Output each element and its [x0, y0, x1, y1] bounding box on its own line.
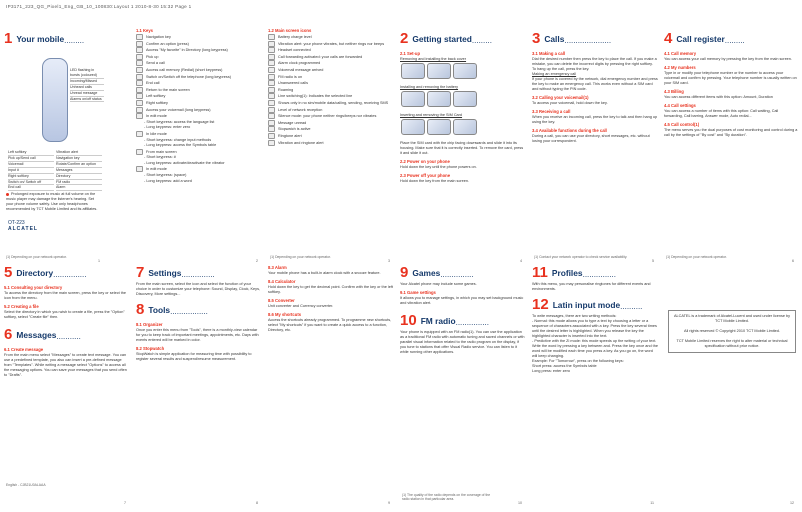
- body-text: Your Alcatel phone may include some games.: [400, 282, 477, 286]
- chapter-title: Profiles: [551, 267, 583, 278]
- title-dots: ...............: [53, 270, 87, 279]
- body-text: The menu serves you the dual purposes of cost monitoring and control during a call by the settings of "By cost" and "By duration".: [664, 128, 798, 137]
- chapter-title: Call register: [676, 33, 725, 44]
- body-text: To access your voicemail, hold down the key.: [532, 101, 608, 105]
- sub-heading: Making an emergency call: [532, 72, 577, 76]
- key-icon: [136, 41, 143, 47]
- model-name: OT-223: [8, 220, 25, 226]
- page-number: 5: [652, 259, 654, 263]
- chapter-title: Getting started: [412, 33, 472, 44]
- list-item: [268, 47, 394, 53]
- page-6: [664, 20, 798, 265]
- chapter-title: Latin input mode: [552, 299, 621, 310]
- list-item: [136, 161, 262, 166]
- list-item-text: Switch on/Switch off the telephone (long keypress): [146, 74, 231, 79]
- body-text: To write messages, there are two writing methods: - Normal: this mode allows you to type a text by choosing a letter or a sequence of characters associated with a key. Press the key several times until the desired letter is highlighted. When you release the key the highlighted character is inserted into the text. - Predictive with the Zi mode: this mode speeds up the writing of your text. Write the word by pressing a key between and. Press the key once and the word will be modified each time you press a key. As you go on, the word will keep changing. Example: For "Tomorrow", press on the following keys: Short press: access the Symbols table Long press: enter zero: [532, 314, 658, 373]
- section-title: 3.3 Receiving a call: [532, 109, 571, 114]
- list-item: [268, 107, 394, 113]
- title-dots: ...............: [440, 270, 474, 279]
- list-item-text: - Short keypress: (space): [144, 173, 187, 178]
- page-number: 1: [98, 259, 100, 263]
- list-item: [136, 131, 262, 137]
- chapter-number: 6: [4, 326, 13, 344]
- key-icon: [268, 34, 275, 40]
- led-callouts: [70, 68, 104, 102]
- list-item-text: - Long keypress: access the Symbols table: [144, 143, 217, 148]
- callout: Alarms on/off status: [70, 97, 104, 103]
- body-text: It allows you to manage settings, in which you may set background music and vibration alert.: [400, 296, 524, 305]
- list-item-text: In Idle mode: [146, 131, 167, 136]
- section-title: 4.1 Call memory: [664, 51, 697, 56]
- key-label: Vibration alert: [56, 150, 102, 156]
- list-item-text: - Long keypress: activate/deactivate the vibrator: [144, 160, 225, 165]
- list-item: [268, 133, 394, 139]
- title-dots: .........: [724, 36, 745, 45]
- key-icon: [136, 100, 143, 106]
- print-header: IP3171_223_QG_Pixel1_Eng_GB_10_100830:Layout 1 2010-8-30 15:32 Page 1: [6, 4, 192, 9]
- footnote: (1) Contact your network operator to check service availability.: [534, 255, 628, 259]
- key-icon: [268, 107, 275, 113]
- callout: Incoming/Missed: [70, 79, 104, 85]
- key-icon: [268, 93, 275, 99]
- title-dots: ...............: [455, 318, 489, 327]
- page-7: [4, 262, 130, 507]
- page-number: 12: [790, 501, 794, 505]
- list-item: [136, 125, 262, 130]
- section-title: 4.2 My numbers: [664, 65, 696, 70]
- illustration: [427, 63, 451, 79]
- footnote: (1) Depending on your network operator.: [666, 255, 727, 259]
- list-item-text: - Short keypress: access the language list: [144, 119, 215, 124]
- title-dots: .........: [64, 36, 85, 45]
- chapter-number: 1: [4, 30, 13, 48]
- page-5: [532, 20, 658, 265]
- list-item-text: From main screen: [146, 149, 177, 154]
- key-icon: [268, 47, 275, 53]
- body-text: Select the directory in which you wish to create a file, press the "Option" softkey, select "Create file" then.: [4, 310, 125, 319]
- illustration: [401, 119, 425, 135]
- body-text: Hold down the key to get the decimal point. Confirm with the key or the left softkey.: [268, 285, 393, 294]
- key-icon: [268, 87, 275, 93]
- list-item-text: Call forwarding activated: your calls are forwarded: [278, 54, 363, 59]
- list-item: [136, 155, 262, 160]
- list-item-text: Access "My favorite" in Directory (long keypress): [146, 48, 228, 53]
- page-2: [136, 20, 262, 265]
- sub-heading: Removing and installing the back cover: [400, 57, 467, 61]
- list-item-text: Pick up: [146, 54, 159, 59]
- list-item: [268, 67, 394, 73]
- list-item: [136, 74, 262, 80]
- list-item-text: Send a call: [146, 61, 165, 66]
- list-item-text: Vibration alert: your phone vibrates, but neither rings nor beeps: [278, 41, 385, 46]
- body-text: Hold down the key until the phone powers on.: [400, 165, 477, 169]
- sim-images: [400, 118, 526, 141]
- chapter-number: 3: [532, 30, 541, 48]
- body-text: Dial the desired number then press the key to place the call. If you make a mistake, you can delete the incorrect digits by pressing the right softkey.: [532, 57, 657, 66]
- body-text: Your mobile phone has a built-in alarm clock with a snooze feature.: [268, 271, 381, 275]
- list-item-text: Stopwatch is active: [278, 127, 311, 132]
- section-title: 8.6 My shortcuts: [268, 312, 302, 317]
- body-text: Unit converter and Currency converter.: [268, 304, 334, 308]
- page-11: [532, 262, 658, 507]
- list-item: [136, 67, 262, 73]
- sub-heading: Installing and removing the battery: [400, 85, 459, 89]
- key-icon: [136, 80, 143, 86]
- page-number: 7: [124, 501, 126, 505]
- illustration: [401, 63, 425, 79]
- body-text: From the main screen, select the icon and select the function of your choice in order to customize your telephone: Sound, Display, Clock, Keys, Discovery, More settings...: [136, 282, 261, 296]
- list-item: [136, 60, 262, 66]
- list-item: [268, 93, 394, 99]
- page-number: 2: [256, 259, 258, 263]
- key-icon: [268, 100, 275, 106]
- section-title: 8.3 Alarm: [268, 265, 287, 270]
- key-icon: [268, 54, 275, 60]
- callout: LED flashing in bursts (coloured): [70, 68, 104, 79]
- body-text: To access the directory from the main screen, press the key or select the icon from the menu.: [4, 291, 126, 300]
- body-text: From the main menu select "Messages" to create text message. You can use a predefined template, you also can insert a pre-defined message from "Templates". While writing a message select "Options" to access all the messaging options. You can save your messages that you send often to "Drafts".: [4, 353, 127, 377]
- key-label: Alarm: [56, 185, 102, 191]
- list-item: [136, 47, 262, 53]
- body-text: Place the SIM card with the chip facing downwards and slide it into its housing. Make sure that it is correctly inserted. To remove the card, press it and slide it out.: [400, 141, 524, 155]
- page-4: [400, 20, 526, 265]
- key-icon: [136, 54, 143, 60]
- body-text: Type in or modify your telephone number or the number to access your voicemail and confirm by pressing. Your telephone number is usually written on your SIM card.: [664, 71, 797, 85]
- chapter-number: 12: [532, 296, 549, 314]
- list-item: [136, 166, 262, 172]
- body-text: Access the shortcuts already programmed. To programme new shortcuts, select "My shortcuts" if you want to create a quick access to a function, Directory, etc.: [268, 318, 392, 332]
- key-label: Left softkey: [8, 150, 54, 156]
- section-title: 2.3 Power off your phone: [400, 173, 451, 178]
- list-item-text: Access call memory (Redial) (short keypress): [146, 67, 223, 72]
- key-icon: [268, 60, 275, 66]
- callout: Unread message: [70, 91, 104, 97]
- list-item: [136, 100, 262, 106]
- key-icon: [268, 41, 275, 47]
- section-title: 2.1 Set-up: [400, 51, 421, 56]
- key-icon: [268, 67, 275, 73]
- title-dots: ...............: [582, 270, 616, 279]
- key-label: FM radio: [56, 180, 102, 186]
- chapter-title: Messages: [16, 329, 57, 340]
- chapter-number: 2: [400, 30, 409, 48]
- list-item: [268, 41, 394, 47]
- body-text: You can access different items with this option: Amount, Duration: [664, 95, 773, 99]
- section-title: 3.1 Making a call: [532, 51, 566, 56]
- body-text: Your phone is equipped with an FM radio(1). You can use the application as a traditional FM radio with automatic tuning and saved channels or with parallel visual information related to the radio program on the display, if you tune to stations that offer Visual Radio service. You can listen to it while running other applications.: [400, 330, 525, 354]
- key-icon: [136, 74, 143, 80]
- section-title: 5.1 Consulting your directory: [4, 285, 63, 290]
- page-10: [400, 262, 526, 507]
- page-1: [4, 20, 104, 265]
- list-item-text: Alarm clock programmed: [278, 61, 321, 66]
- list-item: [136, 149, 262, 155]
- copyright-box: ALCATEL is a trademark of Alcatel-Lucent and used under license by TCT Mobile Limited. All rights reserved © Copyright 2010 TCT Mobile Limited. TCT Mobile Limited reserves the right to alter material or technical specification without prior notice.: [668, 310, 796, 353]
- title-dots: ..........: [620, 302, 643, 311]
- icons-list: [268, 34, 394, 146]
- warning-text: Prolonged exposure to music at full volume on the music player may damage the listener's hearing. Set your phone volume safely. Use only headphones recommended by TCT Mobile Limited and its affiliates.: [6, 192, 98, 211]
- chapter-title: Tools: [148, 304, 171, 315]
- brand-logo: ALCATEL: [8, 226, 38, 232]
- chapter-number: 7: [136, 264, 145, 282]
- chapter-number: 8: [136, 301, 145, 319]
- chapter-number: 9: [400, 264, 409, 282]
- list-item: [136, 34, 262, 40]
- section-title: 1.2 Main screen icons: [268, 28, 312, 33]
- list-item: [268, 80, 394, 86]
- body-text: When you receive an incoming call, press the key to talk and then hang up using the key.: [532, 115, 658, 124]
- list-item-text: Ringtone alert: [278, 133, 302, 138]
- list-item: [136, 173, 262, 178]
- list-item-text: Unanswered calls: [278, 81, 308, 86]
- list-item-text: FM radio is on: [278, 74, 303, 79]
- title-dots: ...........: [56, 332, 81, 341]
- list-item-text: Access your voicemail (long keypress): [146, 107, 211, 112]
- list-item: [268, 113, 394, 119]
- key-icon: [136, 113, 143, 119]
- section-title: 8.2 Stopwatch: [136, 346, 165, 351]
- list-item: [136, 80, 262, 86]
- body-text: With this menu, you may personalise ringtones for different events and environments.: [532, 282, 651, 291]
- list-item: [136, 107, 262, 113]
- list-item-text: Left softkey: [146, 94, 166, 99]
- illustration: [453, 63, 477, 79]
- page-3: [268, 20, 394, 265]
- list-item: [136, 54, 262, 60]
- key-icon: [268, 80, 275, 86]
- list-item: [268, 34, 394, 40]
- key-label: Rotate/Confirm an option: [56, 162, 102, 168]
- page-number: 3: [388, 259, 390, 263]
- list-item: [268, 126, 394, 132]
- list-item-text: Confirm an option (press): [146, 41, 189, 46]
- chapter-number: 10: [400, 312, 417, 330]
- key-icon: [136, 166, 143, 172]
- keys-list: [136, 34, 262, 184]
- callout: Unheard calls: [70, 85, 104, 91]
- list-item-text: Battery charge level: [278, 35, 312, 39]
- section-title: 1.1 Keys: [136, 28, 153, 33]
- key-label: Input #: [8, 168, 54, 174]
- list-item-text: - Short keypress: change input methods: [144, 137, 212, 142]
- key-label: Directory: [56, 174, 102, 180]
- list-item-text: In edit mode: [146, 114, 167, 119]
- key-icon: [268, 140, 275, 146]
- chapter-number: 11: [532, 264, 548, 282]
- list-item-text: Headset connected: [278, 48, 311, 53]
- list-item-text: - Long keypress: add a word: [144, 178, 192, 183]
- key-icon: [136, 47, 143, 53]
- illustration: [453, 119, 477, 135]
- list-item-text: Roaming: [278, 87, 294, 92]
- list-item: [136, 138, 262, 143]
- list-item-text: - Long keypress: enter zero: [144, 125, 191, 130]
- body-text: During a call, you can use your directory, short messages, etc. without losing your correspondent.: [532, 134, 650, 143]
- list-item: [268, 140, 394, 146]
- section-title: 8.4 Calculator: [268, 279, 296, 284]
- footnote: (1) Depending on your network operator.: [270, 255, 331, 259]
- list-item: [268, 74, 394, 80]
- list-item: [136, 120, 262, 125]
- key-label: Voicemail: [8, 162, 54, 168]
- list-item-text: Voicemail message arrived: [278, 67, 324, 72]
- list-item-text: Line switching(1): Indicates the selected line: [278, 94, 353, 99]
- key-icon: [268, 74, 275, 80]
- page-number: 4: [520, 259, 522, 263]
- hearing-warning: [6, 192, 102, 212]
- title-dots: ...............: [181, 270, 215, 279]
- section-title: 6.1 Create message: [4, 347, 44, 352]
- phone-illustration: [42, 58, 68, 142]
- title-dots: .....................: [564, 36, 612, 45]
- section-title: 2.2 Power on your phone: [400, 159, 450, 164]
- list-item-text: Silence mode: your phone neither rings/beeps nor vibrates: [278, 114, 377, 119]
- key-label: Messages: [56, 168, 102, 174]
- key-icon: [136, 93, 143, 99]
- page-8: [136, 262, 262, 507]
- page-number: 8: [256, 501, 258, 505]
- list-item-text: End call: [146, 81, 160, 86]
- battery-images: [400, 90, 526, 113]
- chapter-title: Games: [412, 267, 441, 278]
- list-item: [268, 60, 394, 66]
- cover-images: [400, 62, 526, 85]
- section-title: 4.4 Call settings: [664, 103, 696, 108]
- key-label: End call: [8, 185, 54, 191]
- chapter-title: Calls: [544, 33, 565, 44]
- list-item-text: Shows only in no sim/mobile data/calling, sending, receiving SMS: [278, 100, 389, 105]
- page-9: [268, 262, 394, 507]
- sub-heading: Inserting and removing the SIM Card: [400, 113, 463, 117]
- section-title: 9.1 Game settings: [400, 290, 436, 295]
- chapter-number: 5: [4, 264, 13, 282]
- title-dots: .................: [170, 307, 208, 316]
- key-label: Navigation key: [56, 156, 102, 162]
- list-item: [136, 87, 262, 93]
- list-item: [268, 100, 394, 106]
- list-item-text: - Short keypress: #: [144, 155, 176, 160]
- key-label: Switch on/ Switch off: [8, 180, 54, 186]
- section-title: 3.2 Calling your voicemail(1): [532, 95, 589, 100]
- key-icon: [136, 107, 143, 113]
- key-icon: [268, 113, 275, 119]
- chapter-title: FM radio: [420, 315, 456, 326]
- list-item-text: Navigation key: [146, 35, 171, 39]
- key-labels-left: [8, 150, 54, 191]
- key-icon: [136, 67, 143, 73]
- key-label: Pick up/Send call: [8, 156, 54, 162]
- list-item-text: Vibration and ringtone alert: [278, 140, 324, 145]
- list-item: [136, 143, 262, 148]
- key-icon: [268, 126, 275, 132]
- body-text: You can access your call memory by pressing the key from the main screen.: [664, 57, 792, 61]
- list-item: [136, 179, 262, 184]
- warning-icon: [6, 193, 9, 196]
- language-code: English - CJB21U0ALAAA: [6, 483, 46, 487]
- section-title: 4.3 Billing: [664, 89, 684, 94]
- list-item-text: In edit mode: [146, 167, 167, 172]
- body-text: Hold down the key from the main screen.: [400, 179, 470, 183]
- illustration: [427, 119, 451, 135]
- list-item-text: Return to the main screen: [146, 87, 190, 92]
- body-text: You can access a number of items with this option: Call waiting, Call forwarding, Call barring, Answer mode, Auto redial...: [664, 109, 779, 118]
- key-icon: [136, 60, 143, 66]
- list-item: [136, 41, 262, 47]
- title-dots: .........: [471, 36, 492, 45]
- chapter-title: Settings: [148, 267, 182, 278]
- list-item: [268, 120, 394, 126]
- footnote: (1) The quality of the radio depends on the coverage of the radio station in that particular area.: [402, 493, 491, 501]
- body-text: If your phone is covered by the network, dial emergency number and press the key to make an emergency call. This works even without a SIM card and without typing the PIN code.: [532, 77, 658, 91]
- list-item: [136, 113, 262, 119]
- footnote: (1) Depending on your network operator.: [6, 255, 67, 259]
- list-item-text: Message unread: [278, 120, 307, 125]
- section-title: 4.5 Call control(1): [664, 122, 700, 127]
- list-item-text: Level of network reception: [278, 107, 323, 112]
- key-icon: [136, 149, 143, 155]
- page-number: 11: [650, 501, 654, 505]
- list-item: [268, 54, 394, 60]
- key-labels-right: [56, 150, 102, 191]
- page-number: 10: [518, 501, 522, 505]
- body-text: StopWatch is simple application for measuring time with possibility to register several results and suspend/resume measurement.: [136, 352, 252, 361]
- section-title: 8.5 Converter: [268, 298, 295, 303]
- list-item: [136, 93, 262, 99]
- key-label: Right softkey: [8, 174, 54, 180]
- key-icon: [268, 120, 275, 126]
- section-title: 3.4 Available functions during the call: [532, 128, 607, 133]
- page-12: [664, 262, 798, 507]
- page-number: 9: [388, 501, 390, 505]
- key-icon: [136, 87, 143, 93]
- list-item-text: Right softkey: [146, 100, 168, 105]
- illustration: [453, 91, 477, 107]
- illustration: [427, 91, 451, 107]
- section-title: 8.1 Organizer: [136, 322, 163, 327]
- chapter-title: Directory: [16, 267, 54, 278]
- list-item: [268, 87, 394, 93]
- body-text: To hang up the call, press the key.: [532, 67, 590, 71]
- key-icon: [268, 133, 275, 139]
- illustration: [401, 91, 425, 107]
- page-number: 6: [792, 259, 794, 263]
- section-title: 5.2 Creating a file: [4, 304, 39, 309]
- chapter-number: 4: [664, 30, 673, 48]
- body-text: Once you enter this menu from "Tools", there is a monthly-view calendar for you to keep track of important meetings, appointments, etc. Days with events entered will be marked in color.: [136, 328, 259, 342]
- key-icon: [136, 34, 143, 40]
- chapter-title: Your mobile: [16, 33, 65, 44]
- key-icon: [136, 131, 143, 137]
